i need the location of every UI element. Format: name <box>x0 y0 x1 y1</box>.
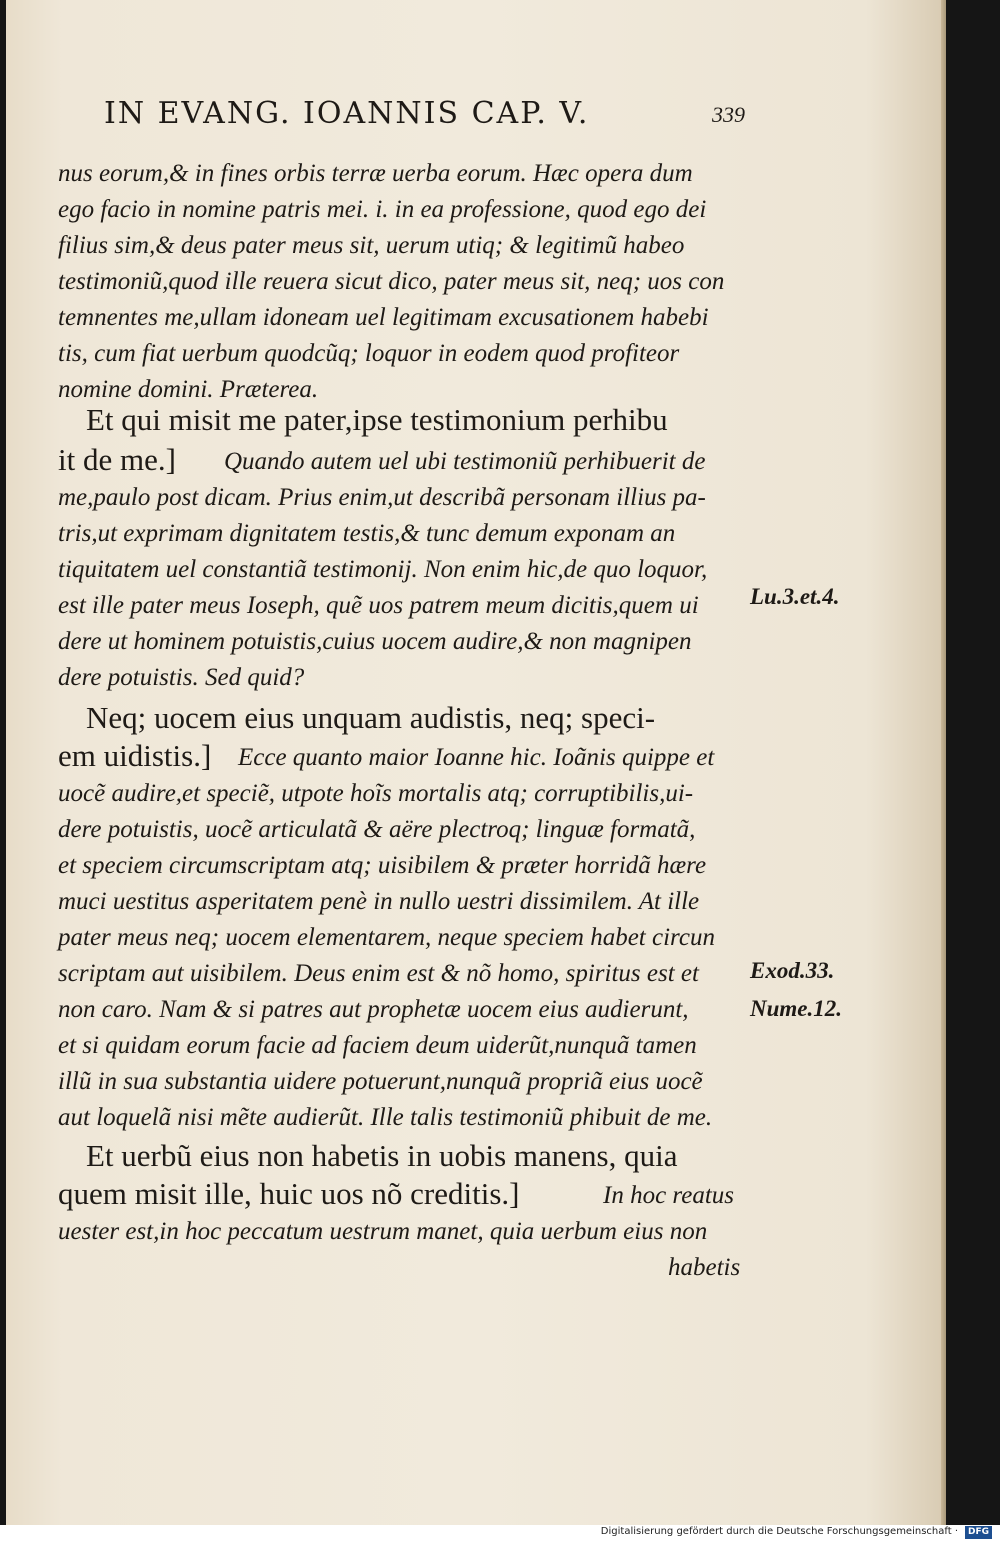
funding-credit: Digitalisierung gefördert durch die Deutsche Forschungsgemeinschaft · <box>600 1526 958 1537</box>
marginal-note-numbers: Nume.12. <box>750 996 842 1021</box>
text-line: filius sim,& deus pater meus sit, uerum utiq; & legitimũ habeo <box>58 232 685 259</box>
lemma-line: Et qui misit me pater,ipse testimonium perhibu <box>86 402 668 437</box>
text-line: tis, cum fiat uerbum quodcũq; loquor in eodem quod profiteor <box>58 340 680 367</box>
lemma-line: quem misit ille, huic uos nõ creditis.] <box>58 1176 520 1211</box>
text-line: illũ in sua substantia uidere potuerunt,nunquã propriã eius uocẽ <box>58 1068 703 1095</box>
text-line: ego facio in nomine patris mei. i. in ea professione, quod ego dei <box>58 196 707 223</box>
lemma-line: it de me.] <box>58 442 176 477</box>
text-line: Quando autem uel ubi testimoniũ perhibuerit de <box>224 448 706 475</box>
text-line: dere potuistis, uocẽ articulatã & aëre plectroq; linguæ formatã, <box>58 816 696 843</box>
text-line: dere potuistis. Sed quid? <box>58 664 305 691</box>
running-title: IN EVANG. IOANNIS CAP. V. <box>104 96 590 131</box>
text-line: est ille pater meus Ioseph, quẽ uos patrem meum dicitis,quem ui <box>58 592 699 619</box>
folio-number: 339 <box>712 102 745 127</box>
text-line: nomine domini. Præterea. <box>58 376 319 403</box>
footer-bar <box>0 1525 1000 1541</box>
text-line: In hoc reatus <box>603 1182 734 1209</box>
text-line: dere ut hominem potuistis,cuius uocem audire,& non magnipen <box>58 628 692 655</box>
text-line: pater meus neq; uocem elementarem, neque speciem habet circun <box>58 924 715 951</box>
text-line: temnentes me,ullam idoneam uel legitimam excusationem habebi <box>58 304 709 331</box>
text-line: et si quidam eorum facie ad faciem deum uiderũt,nunquã tamen <box>58 1032 697 1059</box>
page-edge <box>941 0 946 1525</box>
text-line: tris,ut exprimam dignitatem testis,& tunc demum exponam an <box>58 520 676 547</box>
dfg-logo: DFG <box>965 1526 992 1539</box>
text-line: nus eorum,& in fines orbis terræ uerba eorum. Hæc opera dum <box>58 160 693 187</box>
text-line: Ecce quanto maior Ioanne hic. Ioãnis quippe et <box>238 744 715 771</box>
text-line: et speciem circumscriptam atq; uisibilem & præter horridã hære <box>58 852 707 879</box>
lemma-line: Neq; uocem eius unquam audistis, neq; speci- <box>86 700 656 735</box>
marginal-note-exodus: Exod.33. <box>750 958 835 983</box>
text-line: aut loquelã nisi mẽte audierũt. Ille talis testimoniũ phibuit de me. <box>58 1104 713 1131</box>
text-line: testimoniũ,quod ille reuera sicut dico, pater meus sit, neq; uos con <box>58 268 725 295</box>
lemma-line: Et uerbũ eius non habetis in uobis manens, quia <box>86 1138 678 1173</box>
text-line: muci uestitus asperitatem penè in nullo uestri dissimilem. At ille <box>58 888 700 915</box>
text-line: scriptam aut uisibilem. Deus enim est & nõ homo, spiritus est et <box>58 960 699 987</box>
text-line: non caro. Nam & si patres aut prophetæ uocem eius audierunt, <box>58 996 689 1023</box>
marginal-note-luke: Lu.3.et.4. <box>750 584 840 609</box>
text-line: tiquitatem uel constantiã testimonij. Non enim hic,de quo loquor, <box>58 556 708 583</box>
lemma-line: em uidistis.] <box>58 738 212 773</box>
text-line: me,paulo post dicam. Prius enim,ut describã personam illius pa- <box>58 484 706 511</box>
text-line: uester est,in hoc peccatum uestrum manet, quia uerbum eius non <box>58 1218 708 1245</box>
catchword: habetis <box>668 1254 741 1281</box>
book-page <box>6 0 941 1525</box>
text-line: uocẽ audire,et speciẽ, utpote hoĩs mortalis atq; corruptibilis,ui- <box>58 780 694 807</box>
